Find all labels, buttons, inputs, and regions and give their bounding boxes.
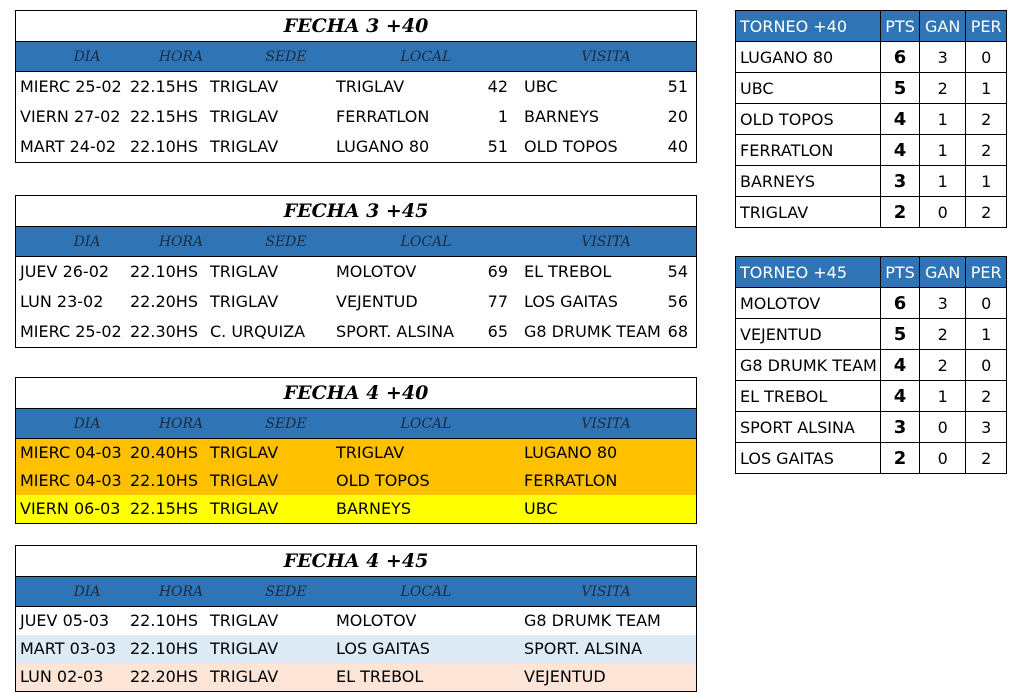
away-score: 68 xyxy=(667,322,688,341)
team-wins: 2 xyxy=(920,319,966,350)
match-time: 22.10HS xyxy=(130,137,198,156)
standings-row xyxy=(736,319,1007,350)
header-dia: DIA xyxy=(73,49,101,65)
match-venue: TRIGLAV xyxy=(210,443,279,462)
header-dia: DIA xyxy=(73,584,101,600)
fixture-table xyxy=(15,545,697,692)
team-name: MOLOTOV xyxy=(736,288,881,319)
fixture-row xyxy=(16,287,696,317)
match-day: LUN 02-03 xyxy=(20,667,104,686)
team-points: 5 xyxy=(881,319,920,350)
home-team: TRIGLAV xyxy=(336,443,405,462)
standings-row xyxy=(736,288,1007,319)
match-venue: TRIGLAV xyxy=(210,471,279,490)
standings-row xyxy=(736,42,1007,73)
home-team: FERRATLON xyxy=(336,107,430,126)
standings-row xyxy=(736,166,1007,197)
header-sede: SEDE xyxy=(265,49,307,65)
fixture-title: FECHA 3 +40 xyxy=(16,11,696,42)
fixture-title: FECHA 4 +45 xyxy=(16,546,696,577)
away-team: EL TREBOL xyxy=(524,262,612,281)
fixture-row xyxy=(16,439,696,467)
away-team: LOS GAITAS xyxy=(524,292,618,311)
standings-row xyxy=(736,73,1007,104)
header-hora: HORA xyxy=(158,416,204,432)
team-name: LUGANO 80 xyxy=(736,42,881,73)
header-sede: SEDE xyxy=(265,584,307,600)
away-team: OLD TOPOS xyxy=(524,137,618,156)
team-losses: 3 xyxy=(966,412,1007,443)
team-losses: 0 xyxy=(966,288,1007,319)
fixture-row xyxy=(16,495,696,523)
away-score: 20 xyxy=(667,107,688,126)
fixture-row xyxy=(16,72,696,102)
match-day: MIERC 04-03 xyxy=(20,443,122,462)
fixture-header xyxy=(16,227,696,257)
standings-row xyxy=(736,197,1007,228)
home-score: 1 xyxy=(497,107,508,126)
match-day: LUN 23-02 xyxy=(20,292,104,311)
team-name: FERRATLON xyxy=(736,135,881,166)
home-team: VEJENTUD xyxy=(336,292,418,311)
team-points: 4 xyxy=(881,350,920,381)
standings-table xyxy=(735,10,1007,228)
header-local: LOCAL xyxy=(400,416,452,432)
team-name: OLD TOPOS xyxy=(736,104,881,135)
home-score: 42 xyxy=(487,77,508,96)
match-time: 22.20HS xyxy=(130,667,198,686)
fixture-row xyxy=(16,317,696,347)
match-day: MIERC 04-03 xyxy=(20,471,122,490)
team-points: 4 xyxy=(881,135,920,166)
fixture-row xyxy=(16,607,696,635)
away-score: 56 xyxy=(667,292,688,311)
home-score: 65 xyxy=(487,322,508,341)
team-wins: 1 xyxy=(920,135,966,166)
home-team: MOLOTOV xyxy=(336,262,417,281)
fixture-row xyxy=(16,663,696,691)
match-venue: TRIGLAV xyxy=(210,639,279,658)
team-wins: 0 xyxy=(920,412,966,443)
team-points: 3 xyxy=(881,166,920,197)
home-team: OLD TOPOS xyxy=(336,471,430,490)
match-venue: TRIGLAV xyxy=(210,611,279,630)
match-time: 22.15HS xyxy=(130,77,198,96)
home-team: LOS GAITAS xyxy=(336,639,430,658)
team-name: UBC xyxy=(736,73,881,104)
standings-row xyxy=(736,381,1007,412)
team-points: 6 xyxy=(881,288,920,319)
header-visita: VISITA xyxy=(581,416,631,432)
header-local: LOCAL xyxy=(400,584,452,600)
team-wins: 3 xyxy=(920,42,966,73)
standings-row xyxy=(736,412,1007,443)
fixture-row xyxy=(16,635,696,663)
fixture-row xyxy=(16,257,696,287)
fixture-header xyxy=(16,42,696,72)
match-venue: TRIGLAV xyxy=(210,137,279,156)
team-losses: 1 xyxy=(966,73,1007,104)
match-time: 20.40HS xyxy=(130,443,198,462)
header-visita: VISITA xyxy=(581,584,631,600)
match-time: 22.20HS xyxy=(130,292,198,311)
header-per: PER xyxy=(966,11,1007,42)
header-dia: DIA xyxy=(73,234,101,250)
team-wins: 1 xyxy=(920,104,966,135)
team-points: 4 xyxy=(881,104,920,135)
team-points: 3 xyxy=(881,412,920,443)
team-losses: 2 xyxy=(966,381,1007,412)
team-losses: 0 xyxy=(966,42,1007,73)
header-hora: HORA xyxy=(158,49,204,65)
header-pts: PTS xyxy=(881,257,920,288)
team-losses: 1 xyxy=(966,166,1007,197)
fixture-title: FECHA 4 +40 xyxy=(16,378,696,409)
header-visita: VISITA xyxy=(581,49,631,65)
team-losses: 2 xyxy=(966,197,1007,228)
away-team: UBC xyxy=(524,499,558,518)
away-team: G8 DRUMK TEAM xyxy=(524,322,661,341)
match-time: 22.10HS xyxy=(130,471,198,490)
fixture-table xyxy=(15,10,697,163)
fixture-header xyxy=(16,409,696,439)
home-score: 77 xyxy=(487,292,508,311)
standings-row xyxy=(736,350,1007,381)
header-local: LOCAL xyxy=(400,49,452,65)
standings-header xyxy=(736,257,1007,288)
team-losses: 2 xyxy=(966,135,1007,166)
away-team: VEJENTUD xyxy=(524,667,606,686)
home-team: MOLOTOV xyxy=(336,611,417,630)
away-team: G8 DRUMK TEAM xyxy=(524,611,661,630)
standings-row xyxy=(736,135,1007,166)
team-wins: 2 xyxy=(920,350,966,381)
match-day: MART 24-02 xyxy=(20,137,117,156)
away-score: 54 xyxy=(667,262,688,281)
match-day: MART 03-03 xyxy=(20,639,117,658)
team-wins: 2 xyxy=(920,73,966,104)
home-score: 69 xyxy=(487,262,508,281)
team-points: 4 xyxy=(881,381,920,412)
header-per: PER xyxy=(966,257,1007,288)
header-gan: GAN xyxy=(920,257,966,288)
away-team: UBC xyxy=(524,77,558,96)
team-name: SPORT ALSINA xyxy=(736,412,881,443)
standings-header xyxy=(736,11,1007,42)
header-gan: GAN xyxy=(920,11,966,42)
header-pts: PTS xyxy=(881,11,920,42)
match-time: 22.15HS xyxy=(130,499,198,518)
match-day: JUEV 26-02 xyxy=(20,262,110,281)
home-team: SPORT. ALSINA xyxy=(336,322,455,341)
team-name: EL TREBOL xyxy=(736,381,881,412)
standings-title: TORNEO +45 xyxy=(736,257,881,288)
header-hora: HORA xyxy=(158,234,204,250)
header-visita: VISITA xyxy=(581,234,631,250)
match-venue: TRIGLAV xyxy=(210,499,279,518)
team-wins: 1 xyxy=(920,166,966,197)
away-team: SPORT. ALSINA xyxy=(524,639,643,658)
team-wins: 0 xyxy=(920,197,966,228)
team-points: 2 xyxy=(881,197,920,228)
match-venue: C. URQUIZA xyxy=(210,322,306,341)
match-day: VIERN 27-02 xyxy=(20,107,121,126)
match-venue: TRIGLAV xyxy=(210,77,279,96)
away-team: FERRATLON xyxy=(524,471,618,490)
header-sede: SEDE xyxy=(265,234,307,250)
team-losses: 2 xyxy=(966,443,1007,474)
match-venue: TRIGLAV xyxy=(210,107,279,126)
fixture-row xyxy=(16,467,696,495)
team-losses: 0 xyxy=(966,350,1007,381)
team-name: TRIGLAV xyxy=(736,197,881,228)
team-losses: 2 xyxy=(966,104,1007,135)
fixture-row xyxy=(16,132,696,162)
match-day: MIERC 25-02 xyxy=(20,322,122,341)
match-venue: TRIGLAV xyxy=(210,262,279,281)
team-wins: 3 xyxy=(920,288,966,319)
team-name: VEJENTUD xyxy=(736,319,881,350)
match-time: 22.10HS xyxy=(130,611,198,630)
home-team: BARNEYS xyxy=(336,499,412,518)
fixture-header xyxy=(16,577,696,607)
match-time: 22.30HS xyxy=(130,322,198,341)
team-name: LOS GAITAS xyxy=(736,443,881,474)
match-venue: TRIGLAV xyxy=(210,292,279,311)
home-team: LUGANO 80 xyxy=(336,137,430,156)
team-wins: 0 xyxy=(920,443,966,474)
match-time: 22.15HS xyxy=(130,107,198,126)
team-points: 5 xyxy=(881,73,920,104)
standings-row xyxy=(736,104,1007,135)
header-dia: DIA xyxy=(73,416,101,432)
home-score: 51 xyxy=(487,137,508,156)
team-points: 2 xyxy=(881,443,920,474)
header-sede: SEDE xyxy=(265,416,307,432)
team-name: BARNEYS xyxy=(736,166,881,197)
fixture-title: FECHA 3 +45 xyxy=(16,196,696,227)
away-score: 40 xyxy=(667,137,688,156)
away-team: BARNEYS xyxy=(524,107,600,126)
match-time: 22.10HS xyxy=(130,639,198,658)
match-day: VIERN 06-03 xyxy=(20,499,121,518)
away-score: 51 xyxy=(667,77,688,96)
team-losses: 1 xyxy=(966,319,1007,350)
away-team: LUGANO 80 xyxy=(524,443,618,462)
team-wins: 1 xyxy=(920,381,966,412)
match-venue: TRIGLAV xyxy=(210,667,279,686)
match-time: 22.10HS xyxy=(130,262,198,281)
home-team: EL TREBOL xyxy=(336,667,424,686)
team-points: 6 xyxy=(881,42,920,73)
header-hora: HORA xyxy=(158,584,204,600)
match-day: MIERC 25-02 xyxy=(20,77,122,96)
standings-row xyxy=(736,443,1007,474)
home-team: TRIGLAV xyxy=(336,77,405,96)
standings-table xyxy=(735,256,1007,474)
fixture-row xyxy=(16,102,696,132)
standings-title: TORNEO +40 xyxy=(736,11,881,42)
fixture-table xyxy=(15,377,697,524)
fixture-table xyxy=(15,195,697,348)
header-local: LOCAL xyxy=(400,234,452,250)
match-day: JUEV 05-03 xyxy=(20,611,110,630)
team-name: G8 DRUMK TEAM xyxy=(736,350,881,381)
